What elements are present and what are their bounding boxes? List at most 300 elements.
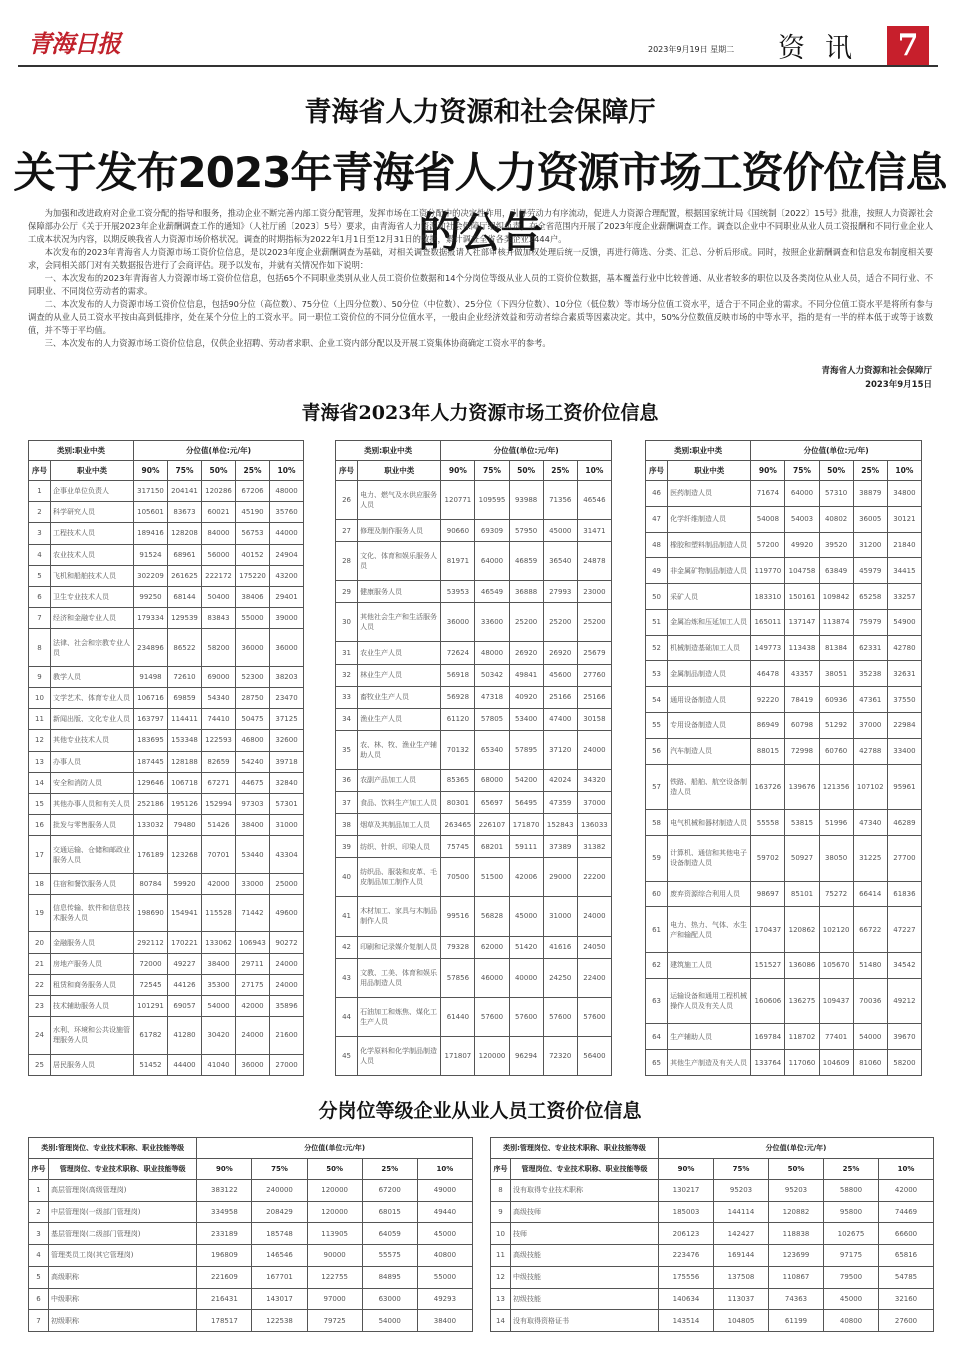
table-row (336, 836, 612, 858)
p75-value: 114411 (168, 709, 202, 730)
row-number: 6 (29, 586, 51, 607)
row-number: 57 (646, 764, 668, 810)
p10-value: 24904 (270, 544, 304, 565)
p50-value: 60021 (202, 502, 236, 523)
p75-value: 50342 (475, 664, 509, 686)
column-header-percentile: 25% (236, 461, 270, 481)
p10-value: 49000 (417, 1180, 472, 1202)
p75-value: 146546 (252, 1245, 307, 1267)
table-row (29, 932, 304, 953)
table-row (29, 836, 304, 873)
p10-value: 65816 (879, 1245, 934, 1267)
column-header-percentile: 90% (659, 1159, 714, 1180)
p10-value: 57600 (577, 997, 611, 1036)
p25-value: 27993 (543, 581, 577, 603)
p50-value: 90000 (307, 1245, 362, 1267)
p75-value: 113037 (714, 1288, 769, 1310)
p50-value: 121356 (819, 764, 853, 810)
row-name: 运输设备和通用工程机械操作人员及有关人员 (668, 978, 751, 1024)
p90-value: 88015 (751, 738, 785, 764)
p90-value: 36000 (441, 603, 475, 642)
p50-value: 82659 (202, 751, 236, 772)
row-name: 畜牧业生产人员 (358, 686, 441, 708)
row-number: 12 (491, 1266, 511, 1288)
p50-value: 54000 (202, 996, 236, 1017)
table-row (336, 730, 612, 769)
row-name: 非金属矿物制品制造人员 (668, 558, 751, 584)
p50-value: 39520 (819, 532, 853, 558)
p25-value: 47359 (543, 792, 577, 814)
p90-value: 334958 (197, 1201, 252, 1223)
row-number: 59 (646, 835, 668, 881)
column-header-name: 职业中类 (668, 461, 751, 481)
row-number: 35 (336, 730, 358, 769)
row-name: 住宿和餐饮服务人员 (51, 873, 134, 894)
p50-value: 38051 (819, 661, 853, 687)
p75-value: 169144 (714, 1245, 769, 1267)
p75-value: 51500 (475, 858, 509, 897)
p75-value: 240000 (252, 1180, 307, 1202)
row-number: 25 (29, 1054, 51, 1075)
row-name: 中层管理岗(一级部门管理岗) (49, 1201, 197, 1223)
p90-value: 383122 (197, 1180, 252, 1202)
p50-value: 110867 (769, 1266, 824, 1288)
table-row (336, 958, 612, 997)
p75-value: 123268 (168, 836, 202, 873)
row-name: 纺织品、服装和皮革、毛皮制品加工制作人员 (358, 858, 441, 897)
row-name: 经济和金融专业人员 (51, 608, 134, 629)
p10-value: 32160 (879, 1288, 934, 1310)
row-number: 4 (29, 544, 51, 565)
p10-value: 66600 (879, 1223, 934, 1245)
table-row (646, 506, 922, 532)
row-name: 租赁和商务服务人员 (51, 974, 134, 995)
table-row (646, 609, 922, 635)
table-row (491, 1245, 934, 1267)
row-name: 高级职称 (49, 1266, 197, 1288)
column-header-no: 序号 (29, 1159, 49, 1180)
issue-date: 2023年9月19日 星期二 (648, 45, 735, 54)
row-number: 1 (29, 1180, 49, 1202)
row-name: 信息传输、软件和信息技术服务人员 (51, 894, 134, 931)
p10-value: 35760 (270, 502, 304, 523)
p75-value: 120862 (785, 907, 819, 953)
row-name: 技师 (511, 1223, 659, 1245)
category-header: 类别:职业中类 (29, 441, 134, 461)
p75-value: 104758 (785, 558, 819, 584)
p75-value: 129539 (168, 608, 202, 629)
grade-wage-table-1 (28, 1137, 473, 1332)
row-name: 生产辅助人员 (668, 1024, 751, 1050)
p10-value: 37125 (270, 709, 304, 730)
column-header-percentile: 90% (197, 1159, 252, 1180)
p25-value: 28750 (236, 687, 270, 708)
p10-value: 34415 (887, 558, 921, 584)
table-row (646, 835, 922, 881)
p75-value: 72998 (785, 738, 819, 764)
row-number: 56 (646, 738, 668, 764)
p75-value: 204141 (168, 481, 202, 502)
p90-value: 133032 (134, 815, 168, 836)
row-name: 科学研究人员 (51, 502, 134, 523)
body-paragraph: 为加强和改进政府对企业工资分配的指导和服务，推动企业不断完善内部工资分配管理，发挥市场在工资分配中的决定性作用，引导劳动力有序流动，促进人力资源合理配置，根据国家统计局《国统制〔2022〕15号》批准，按照人力资源社会保障部办公厅《关于开展2023年企业薪酬调查工作的通知》（人社厅函〔2023〕5号）要求，由青海省人力资源和社会保障厅组织负责，在全省范围内开展了2023年度企业薪酬调查工作。调查以企业中不同职业从业人员工资报酬和不同行业企业人工成本状况为内容，以期反映我省人力资源市场价格状况。调查的时期指标为2022年1月1日至12月31日的数据，累计调查全省各类企业2444户。 (28, 208, 933, 244)
table-row (336, 936, 612, 958)
p75-value: 120000 (475, 1036, 509, 1075)
p50-value: 67271 (202, 772, 236, 793)
p25-value: 152843 (543, 814, 577, 836)
p25-value: 54240 (236, 751, 270, 772)
p25-value: 27175 (236, 974, 270, 995)
p10-value: 25679 (577, 642, 611, 664)
p25-value: 40800 (824, 1310, 879, 1332)
p10-value: 37550 (887, 687, 921, 713)
p90-value: 263465 (441, 814, 475, 836)
body-paragraph: 本次发布的2023年青海省人力资源市场工资价位信息，是以2023年度企业薪酬调查为基础，对相关调查数据报请人社部审核并做加权处理后统一反馈，再进行筛选、分类、汇总、分析后形成。同时，按照企业薪酬调查和信息发布制度相关要求，会同相关部门对有关数据报告进行了会商评估。现予以发布，并就有关情况作如下说明： (28, 247, 933, 270)
p25-value: 47400 (543, 708, 577, 730)
p10-value: 21840 (887, 532, 921, 558)
table-row (29, 608, 304, 629)
p50-value: 69000 (202, 666, 236, 687)
p90-value: 56918 (441, 664, 475, 686)
p10-value: 31000 (270, 815, 304, 836)
p50-value: 63849 (819, 558, 853, 584)
p75-value: 153348 (168, 730, 202, 751)
p10-value: 31471 (577, 520, 611, 542)
row-number: 23 (29, 996, 51, 1017)
p90-value: 206123 (659, 1223, 714, 1245)
row-number: 31 (336, 642, 358, 664)
p50-value: 105670 (819, 952, 853, 978)
p25-value: 55575 (362, 1245, 417, 1267)
p90-value: 187445 (134, 751, 168, 772)
grade-wage-table-2 (490, 1137, 934, 1332)
p25-value: 31225 (853, 835, 887, 881)
p75-value: 118702 (785, 1024, 819, 1050)
row-number: 26 (336, 481, 358, 520)
occupation-wage-table-2 (335, 440, 612, 1076)
p75-value: 79480 (168, 815, 202, 836)
p75-value: 143017 (252, 1288, 307, 1310)
table-row (29, 793, 304, 814)
p25-value: 71356 (543, 481, 577, 520)
p75-value: 122538 (252, 1310, 307, 1332)
p10-value: 74469 (879, 1201, 934, 1223)
p25-value: 45000 (543, 520, 577, 542)
p10-value: 54900 (887, 609, 921, 635)
p10-value: 33257 (887, 584, 921, 610)
occupation-wage-table-1 (28, 440, 304, 1076)
category-header: 类别:职业中类 (646, 441, 751, 461)
p75-value: 185748 (252, 1223, 307, 1245)
p10-value: 30158 (577, 708, 611, 730)
p75-value: 83673 (168, 502, 202, 523)
column-header-percentile: 10% (879, 1159, 934, 1180)
p90-value: 105601 (134, 502, 168, 523)
row-name: 水利、环境和公共设施管理服务人员 (51, 1017, 134, 1054)
p10-value: 31382 (577, 836, 611, 858)
p75-value: 128208 (168, 523, 202, 544)
p50-value: 95203 (769, 1180, 824, 1202)
row-name: 电气机械和器材制造人员 (668, 810, 751, 836)
p10-value: 38400 (417, 1310, 472, 1332)
row-name: 渔业生产人员 (358, 708, 441, 730)
p75-value: 170221 (168, 932, 202, 953)
column-header-name: 管理岗位、专业技术职称、职业技能等级 (49, 1159, 197, 1180)
row-number: 36 (336, 769, 358, 791)
p50-value: 49841 (509, 664, 543, 686)
p50-value: 46859 (509, 542, 543, 581)
p90-value: 101291 (134, 996, 168, 1017)
p10-value: 47227 (887, 907, 921, 953)
column-header-percentile: 75% (475, 461, 509, 481)
body-paragraph: 一、本次发布的2023年青海省人力资源市场工资价位信息，包括65个不同职业类别从业人员工资价位数据和14个分岗位等级从业人员的工资价位数据，基本覆盖行业中比较普通、从业者较多的职位以及各类岗位从业人员，适合不同行业、不同职业、不同岗位劳动者的需求。 (28, 273, 933, 296)
p25-value: 62331 (853, 635, 887, 661)
column-header-percentile: 75% (252, 1159, 307, 1180)
table-row (29, 953, 304, 974)
row-name: 修理及制作服务人员 (358, 520, 441, 542)
p50-value: 83843 (202, 608, 236, 629)
category-header: 类别:管理岗位、专业技术职称、职业技能等级 (491, 1138, 659, 1159)
occupation-wage-table-3 (645, 440, 922, 1076)
p10-value: 49600 (270, 894, 304, 931)
p25-value: 54000 (853, 1024, 887, 1050)
p90-value: 140634 (659, 1288, 714, 1310)
category-header: 类别:管理岗位、专业技术职称、职业技能等级 (29, 1138, 197, 1159)
signature-org: 青海省人力资源和社会保障厅 (821, 366, 932, 376)
table-row (646, 532, 922, 558)
p90-value: 183695 (134, 730, 168, 751)
row-name: 林业生产人员 (358, 664, 441, 686)
column-header-percentile: 10% (417, 1159, 472, 1180)
column-header-percentile: 90% (441, 461, 475, 481)
p90-value: 98697 (751, 881, 785, 907)
column-header-percentile: 25% (824, 1159, 879, 1180)
row-number: 60 (646, 881, 668, 907)
p10-value: 24000 (270, 974, 304, 995)
row-name: 金属冶炼和压延加工人员 (668, 609, 751, 635)
p25-value: 65258 (853, 584, 887, 610)
table-row (29, 629, 304, 666)
row-name: 新闻出版、文化专业人员 (51, 709, 134, 730)
row-name: 中级职称 (49, 1288, 197, 1310)
p90-value: 234896 (134, 629, 168, 666)
p50-value: 93988 (509, 481, 543, 520)
p75-value: 64000 (475, 542, 509, 581)
p90-value: 99516 (441, 897, 475, 936)
p75-value: 150161 (785, 584, 819, 610)
p75-value: 68961 (168, 544, 202, 565)
table-row (491, 1288, 934, 1310)
p25-value: 54000 (362, 1310, 417, 1332)
p50-value: 40920 (509, 686, 543, 708)
signature-date: 2023年9月15日 (865, 380, 932, 390)
p50-value: 50400 (202, 586, 236, 607)
p25-value: 95800 (824, 1201, 879, 1223)
column-header-no: 序号 (646, 461, 668, 481)
column-header-percentile: 90% (134, 461, 168, 481)
table-row (646, 952, 922, 978)
row-name: 化学纤维制造人员 (668, 506, 751, 532)
p50-value: 77401 (819, 1024, 853, 1050)
row-name: 纺织、针织、印染人员 (358, 836, 441, 858)
p25-value: 44675 (236, 772, 270, 793)
p25-value: 45600 (543, 664, 577, 686)
p10-value: 49440 (417, 1201, 472, 1223)
column-header-no: 序号 (491, 1159, 511, 1180)
row-number: 46 (646, 481, 668, 507)
body-paragraph: 二、本次发布的人力资源市场工资价位信息，包括90分位（高位数）、75分位（上四分位数）、50分位（中位数）、25分位（下四分位数）、10分位（低位数）等市场分位值工资水平，适合于不同企业的需求。不同分位值工资水平是将所有参与调查的从业人员工资水平按由高到低排序，处在某个分位上的工资水平。同一职位工资价位的不同分位值水平，一般由企业经济效益和劳动者综合素质等因素决定。其中，50%分位数值反映市场的中等水平，指的是有一半的样本低于或等于该数值，并不等于平均值。 (28, 299, 933, 335)
p50-value: 122593 (202, 730, 236, 751)
row-number: 14 (491, 1310, 511, 1332)
row-name: 中级技能 (511, 1266, 659, 1288)
row-name: 食品、饮料生产加工人员 (358, 792, 441, 814)
table-row (29, 996, 304, 1017)
p75-value: 68144 (168, 586, 202, 607)
p50-value: 54340 (202, 687, 236, 708)
row-number: 14 (29, 772, 51, 793)
p25-value: 45190 (236, 502, 270, 523)
p90-value: 129646 (134, 772, 168, 793)
p90-value: 86949 (751, 713, 785, 739)
column-header-percentile: 25% (853, 461, 887, 481)
row-name: 工程技术人员 (51, 523, 134, 544)
p25-value: 66722 (853, 907, 887, 953)
column-header-percentile: 90% (751, 461, 785, 481)
row-number: 12 (29, 730, 51, 751)
p10-value: 27600 (879, 1310, 934, 1332)
row-number: 19 (29, 894, 51, 931)
row-number: 41 (336, 897, 358, 936)
row-number: 55 (646, 713, 668, 739)
row-number: 5 (29, 565, 51, 586)
p10-value: 29401 (270, 586, 304, 607)
p10-value: 42000 (879, 1180, 934, 1202)
row-name: 高层管理岗(高级管理岗) (49, 1180, 197, 1202)
table-row (29, 1266, 473, 1288)
table-row (646, 810, 922, 836)
table-row (336, 542, 612, 581)
table-row (336, 581, 612, 603)
p50-value: 109437 (819, 978, 853, 1024)
column-header-percentile: 25% (543, 461, 577, 481)
table-row (646, 907, 922, 953)
p10-value: 32631 (887, 661, 921, 687)
p10-value: 57301 (270, 793, 304, 814)
p90-value: 80301 (441, 792, 475, 814)
row-number: 29 (336, 581, 358, 603)
table-row (336, 708, 612, 730)
table-row (29, 974, 304, 995)
row-name: 房地产服务人员 (51, 953, 134, 974)
p90-value: 71674 (751, 481, 785, 507)
p25-value: 50475 (236, 709, 270, 730)
quantile-unit-header: 分位值(单位:元/年) (751, 441, 922, 461)
table-row (29, 709, 304, 730)
p75-value: 142427 (714, 1223, 769, 1245)
row-number: 42 (336, 936, 358, 958)
table-row (336, 664, 612, 686)
row-name: 文学艺术、体育专业人员 (51, 687, 134, 708)
p50-value: 104609 (819, 1050, 853, 1076)
p10-value: 48000 (270, 481, 304, 502)
p25-value: 56753 (236, 523, 270, 544)
p25-value: 37000 (853, 713, 887, 739)
p75-value: 128188 (168, 751, 202, 772)
row-number: 58 (646, 810, 668, 836)
p50-value: 56495 (509, 792, 543, 814)
row-number: 32 (336, 664, 358, 686)
table-row (29, 1201, 473, 1223)
p10-value: 23000 (577, 581, 611, 603)
row-number: 53 (646, 661, 668, 687)
row-name: 办事人员 (51, 751, 134, 772)
table-row (29, 481, 304, 502)
table-row (336, 642, 612, 664)
p75-value: 136086 (785, 952, 819, 978)
p50-value: 96294 (509, 1036, 543, 1075)
p90-value: 57856 (441, 958, 475, 997)
p90-value: 70132 (441, 730, 475, 769)
row-name: 化学原料和化学制品制造人员 (358, 1036, 441, 1075)
row-name: 其他办事人员和有关人员 (51, 793, 134, 814)
column-header-percentile: 50% (769, 1159, 824, 1180)
p75-value: 46549 (475, 581, 509, 603)
row-name: 其他社会生产和生活服务人员 (358, 603, 441, 642)
p10-value: 136033 (577, 814, 611, 836)
p75-value: 106718 (168, 772, 202, 793)
row-name: 技术辅助服务人员 (51, 996, 134, 1017)
p50-value: 53400 (509, 708, 543, 730)
p25-value: 45000 (824, 1288, 879, 1310)
table-row (29, 873, 304, 894)
p75-value: 54003 (785, 506, 819, 532)
p75-value: 95203 (714, 1180, 769, 1202)
table-row (646, 881, 922, 907)
p50-value: 171870 (509, 814, 543, 836)
p75-value: 41280 (168, 1017, 202, 1054)
p25-value: 25200 (543, 603, 577, 642)
body-paragraph: 三、本次发布的人力资源市场工资价位信息，仅供企业招聘、劳动者求职、企业工资内部分配以及开展工资集体协商确定工资水平的参考。 (44, 338, 551, 348)
p75-value: 136275 (785, 978, 819, 1024)
column-header-percentile: 25% (362, 1159, 417, 1180)
p90-value: 91524 (134, 544, 168, 565)
row-number: 37 (336, 792, 358, 814)
column-header-name: 职业中类 (51, 461, 134, 481)
column-header-percentile: 75% (168, 461, 202, 481)
row-number: 49 (646, 558, 668, 584)
table-row (29, 1223, 473, 1245)
p25-value: 58800 (824, 1180, 879, 1202)
column-header-percentile: 10% (577, 461, 611, 481)
p90-value: 81971 (441, 542, 475, 581)
table-row (336, 686, 612, 708)
p10-value: 27700 (887, 835, 921, 881)
row-number: 1 (29, 481, 51, 502)
p90-value: 61120 (441, 708, 475, 730)
table-category-header-row (646, 441, 922, 461)
table-row (646, 584, 922, 610)
p90-value: 72624 (441, 642, 475, 664)
p50-value: 42006 (509, 858, 543, 897)
p75-value: 62000 (475, 936, 509, 958)
row-number: 40 (336, 858, 358, 897)
row-name: 没有取得专业技术职称 (511, 1180, 659, 1202)
row-number: 6 (29, 1288, 49, 1310)
p25-value: 42024 (543, 769, 577, 791)
p10-value: 46289 (887, 810, 921, 836)
p50-value: 56000 (202, 544, 236, 565)
p75-value: 117060 (785, 1050, 819, 1076)
